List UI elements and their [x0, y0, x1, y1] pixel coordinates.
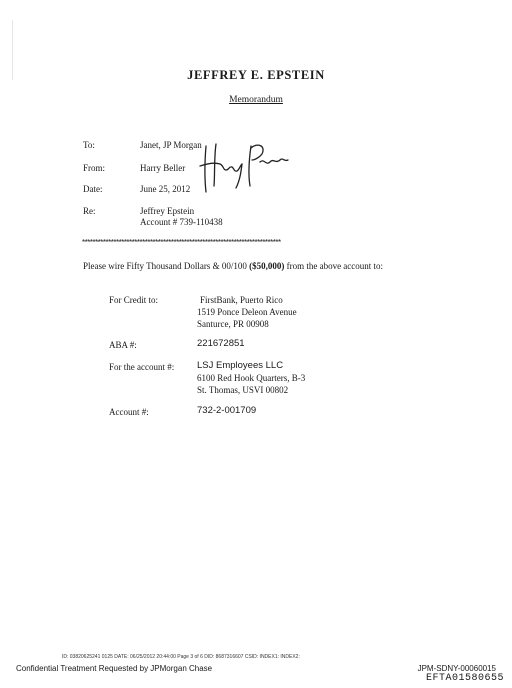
- letterhead-title: JEFFREY E. EPSTEIN: [187, 68, 325, 82]
- credit-line-2: 1519 Ponce Deleon Avenue: [197, 307, 297, 317]
- re-line-2: Account # 739-110438: [140, 217, 223, 227]
- fax-id-line: ID: 03820625241 0125 DATE: 06/25/2012 20:44:00 Page 3 of 6 DID: 8687316607 CSID: INDEX1: INDEX2:: [62, 654, 300, 660]
- separator-line: ****************************************************************************: [82, 238, 281, 247]
- credit-line-3: Santurce, PR 00908: [197, 319, 269, 329]
- account-label: Account #:: [109, 407, 149, 417]
- for-account-label: For the account #:: [109, 362, 175, 372]
- wire-instruction: [83, 261, 383, 271]
- confidential-notice: Confidential Treatment Requested by JPMorgan Chase: [16, 664, 213, 673]
- credit-label: For Credit to:: [109, 295, 158, 305]
- date-label: Date:: [83, 184, 103, 194]
- aba-label: ABA #:: [109, 340, 137, 350]
- from-label: From:: [83, 163, 106, 173]
- handwritten-signature: [196, 140, 296, 196]
- for-account-line-3: St. Thomas, USVI 00802: [197, 385, 289, 395]
- instruction-text-before: Please wire Fifty Thousand Dollars & 00/100: [83, 261, 250, 271]
- aba-value: 221672851: [197, 338, 245, 349]
- for-account-line-2: 6100 Red Hook Quarters, B-3: [197, 373, 306, 383]
- to-label: To:: [83, 140, 95, 150]
- re-label: Re:: [83, 206, 96, 216]
- bates-number: JPM-SDNY-00060015: [417, 664, 496, 673]
- to-value: Janet, JP Morgan: [140, 140, 202, 150]
- from-value: Harry Beller: [140, 163, 186, 173]
- efta-number: EFTA01580655: [425, 673, 504, 684]
- re-line-1: Jeffrey Epstein: [140, 206, 195, 216]
- instruction-amount: ($50,000): [249, 261, 285, 271]
- account-value: 732-2-001709: [197, 405, 257, 416]
- date-value: June 25, 2012: [140, 184, 191, 194]
- instruction-text-after: from the above account to:: [284, 261, 384, 271]
- for-account-line-1: LSJ Employees LLC: [197, 360, 284, 371]
- credit-line-1: FirstBank, Puerto Rico: [200, 295, 283, 305]
- memo-subtitle: Memorandum: [229, 95, 283, 105]
